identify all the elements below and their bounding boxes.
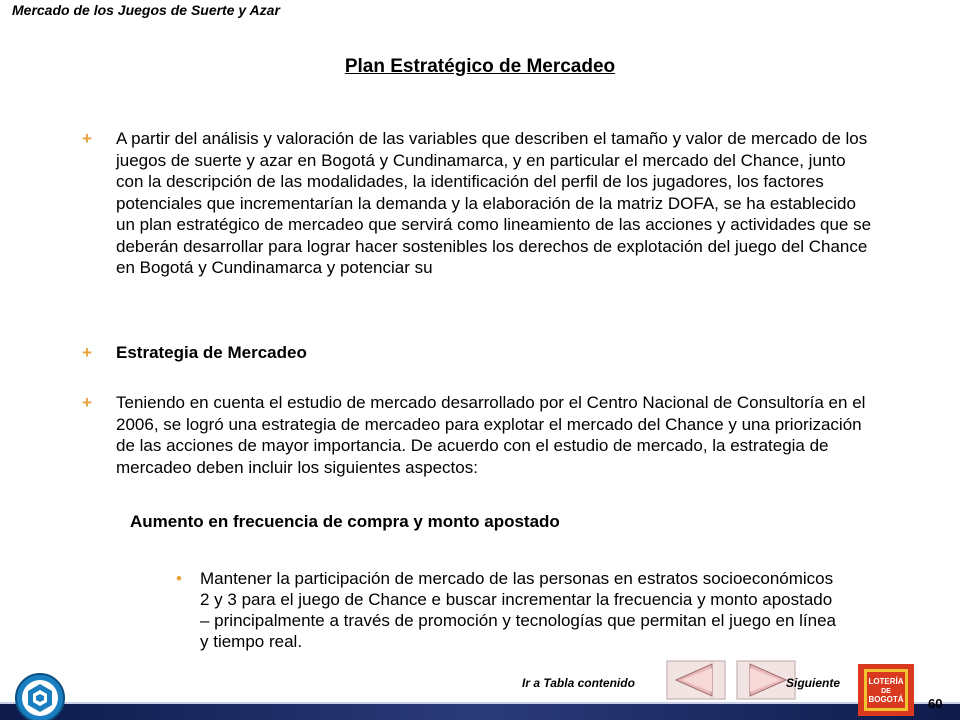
toc-link[interactable]: Ir a Tabla contenido (522, 676, 635, 690)
logo-text: BOGOTÁ (868, 695, 904, 704)
presentation-title: Mercado de los Juegos de Suerte y Azar (12, 2, 280, 18)
footer-band (0, 702, 960, 720)
sub-bullet-item (176, 568, 836, 652)
bullet-text: Teniendo en cuenta el estudio de mercado desarrollado por el Centro Nacional de Consultoría en el 2006, se logró una estrategia de mercadeo para explotar el mercado del Chance y una priorización de las acciones de mayor importancia. De acuerdo con el estudio de mercado, la estrategia de mercadeo deben incluir los siguientes aspectos: (116, 393, 866, 477)
page-number: 60 (928, 696, 943, 711)
logo-text: DE (881, 688, 891, 695)
plus-bullet-icon: + (82, 393, 92, 412)
dot-bullet-icon: • (176, 569, 182, 588)
slide-title: Plan Estratégico de Mercadeo (344, 56, 616, 77)
logo-text: LOTERÍA (868, 677, 904, 686)
bullet-text: Estrategia de Mercadeo (116, 343, 307, 362)
bullet-text: A partir del análisis y valoración de las variables que describen el tamaño y valor de mercado de los juegos de suerte y azar en Bogotá y Cundinamarca, y en particular el mercado del Chance, junto con la descripción de las modalidades, la identificación del perfil de los jugadores, los factores potenciales que incrementarían la demanda y la elaboración de la matriz DOFA, se ha establecido un plan estratégico de mercadeo que servirá como lineamiento de las acciones y actividades que se deberán desarrollar para lograr hacer sostenibles los derechos de explotación del juego del Chance en Bogotá y Cundinamarca y potenciar su (116, 129, 872, 277)
bullet-item (82, 128, 872, 279)
prev-arrow-button[interactable] (666, 660, 726, 700)
loteria-bogota-logo-icon (858, 664, 914, 716)
subheading: Aumento en frecuencia de compra y monto apostado (130, 512, 560, 531)
bullet-item (82, 392, 872, 478)
company-logo-icon (10, 670, 70, 720)
plus-bullet-icon: + (82, 129, 92, 148)
sub-bullet-text: Mantener la participación de mercado de las personas en estratos socioeconómicos 2 y 3 para el juego de Chance e buscar incrementar la frecuencia y monto apostado – principalmente a través de promoción y tecnologías que permitan el juego en línea y tiempo real. (200, 569, 836, 651)
next-link[interactable]: Siguiente (786, 676, 841, 690)
bullet-item (82, 342, 872, 364)
plus-bullet-icon: + (82, 343, 92, 362)
